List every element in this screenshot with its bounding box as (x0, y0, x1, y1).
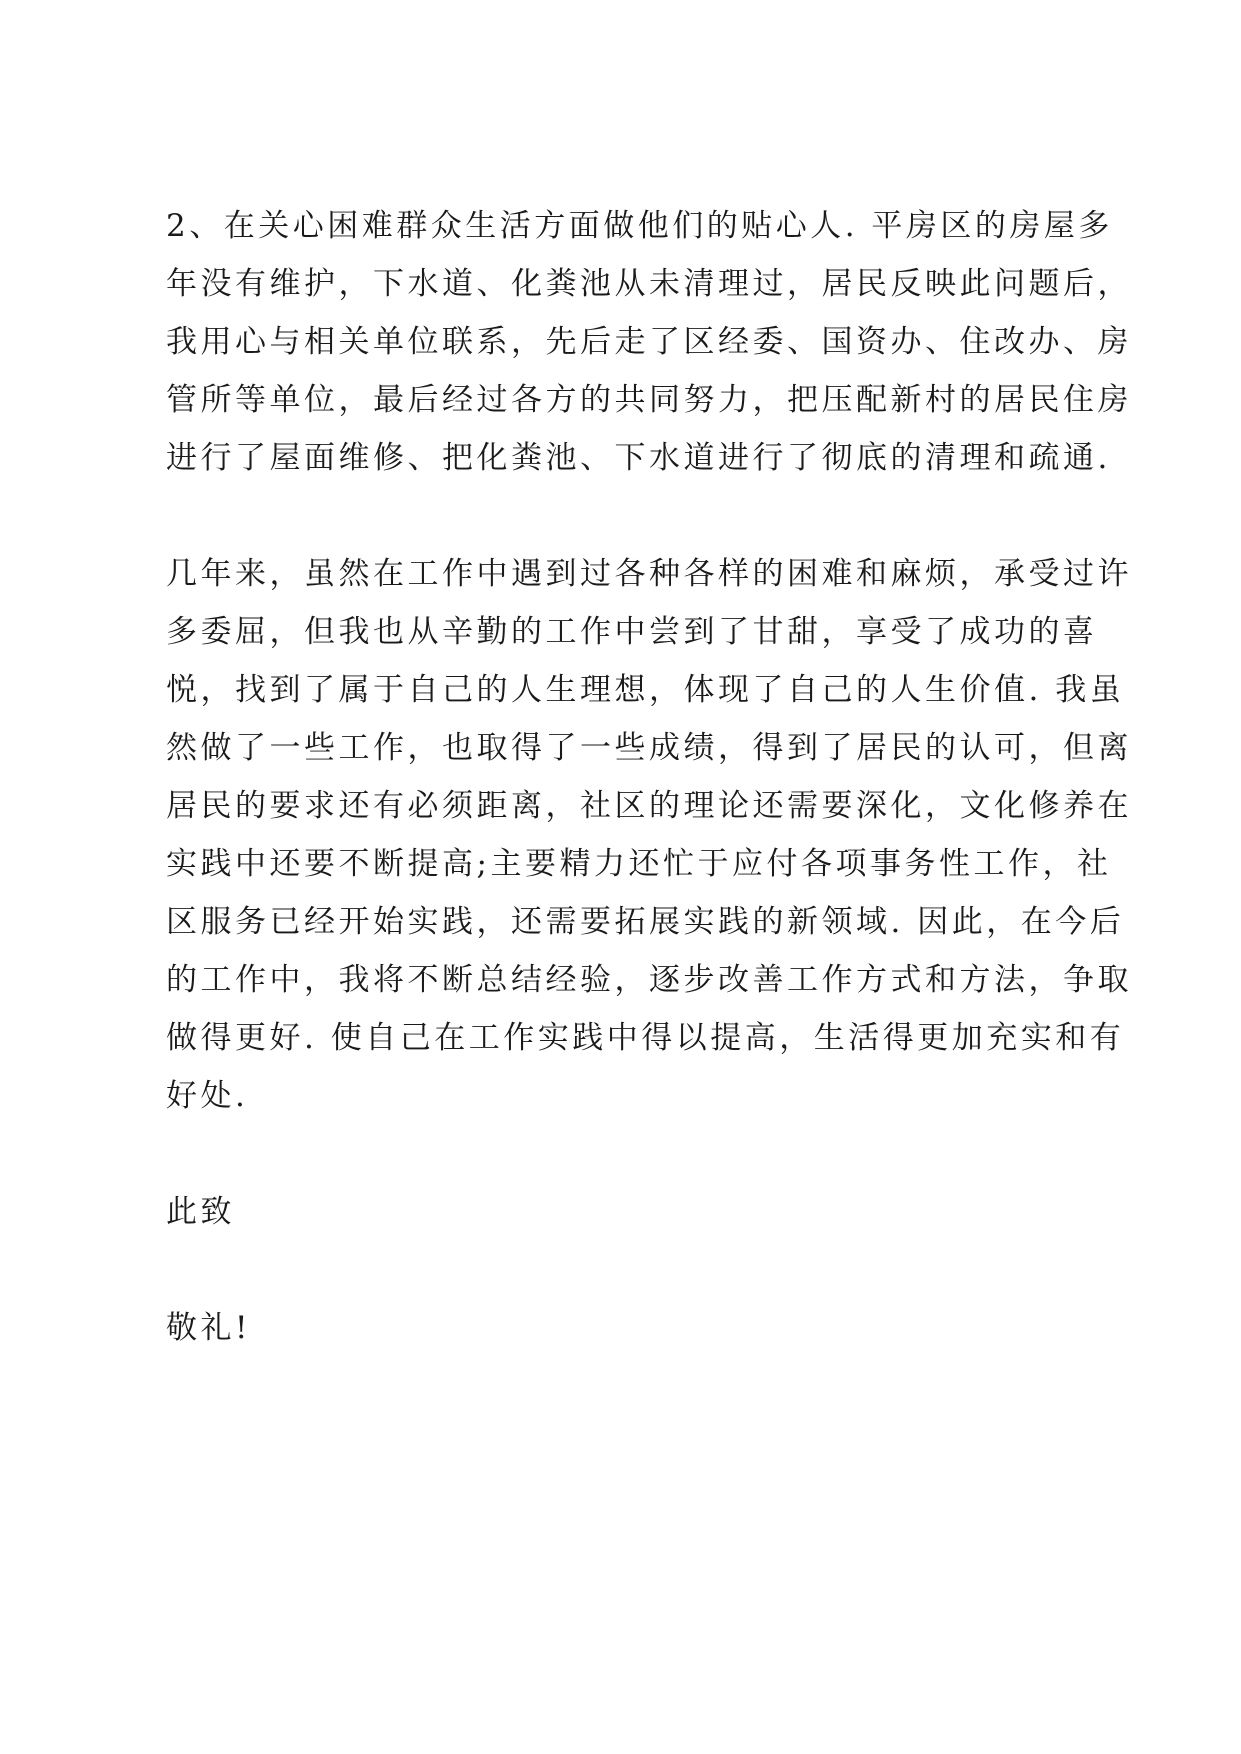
paragraph-1-line-4: 管所等单位，最后经过各方的共同努力，把压配新村的居民住房 (166, 382, 1132, 418)
closing-salutation: 此致 (166, 1194, 235, 1230)
paragraph-2-line-9: 做得更好. 使自己在工作实践中得以提高，生活得更加充实和有 (166, 1020, 1125, 1056)
paragraph-1-line-3: 我用心与相关单位联系，先后走了区经委、国资办、住改办、房 (166, 324, 1132, 360)
paragraph-2-line-8: 的工作中，我将不断总结经验，逐步改善工作方式和方法，争取 (166, 962, 1132, 998)
paragraph-2-line-10: 好处. (166, 1078, 249, 1114)
paragraph-1-line-1: 2、在关心困难群众生活方面做他们的贴心人. 平房区的房屋多 (166, 208, 1113, 244)
paragraph-2-line-3: 悦，找到了属于自己的人生理想，体现了自己的人生价值. 我虽 (166, 672, 1125, 708)
paragraph-2-line-4: 然做了一些工作，也取得了一些成绩，得到了居民的认可，但离 (166, 730, 1132, 766)
paragraph-2-line-5: 居民的要求还有必须距离，社区的理论还需要深化，文化修养在 (166, 788, 1132, 824)
paragraph-1-line-2: 年没有维护，下水道、化粪池从未清理过，居民反映此问题后， (166, 266, 1132, 302)
paragraph-2-line-7: 区服务已经开始实践，还需要拓展实践的新领域. 因此，在今后 (166, 904, 1125, 940)
paragraph-2-line-6: 实践中还要不断提高;主要精力还忙于应付各项事务性工作，社 (166, 846, 1112, 882)
closing-regards: 敬礼! (166, 1310, 251, 1346)
paragraph-2-line-1: 几年来，虽然在工作中遇到过各种各样的困难和麻烦，承受过许 (166, 556, 1132, 592)
paragraph-2-line-2: 多委屈，但我也从辛勤的工作中尝到了甘甜，享受了成功的喜 (166, 614, 1098, 650)
paragraph-1-line-5: 进行了屋面维修、把化粪池、下水道进行了彻底的清理和疏通. (166, 440, 1111, 476)
